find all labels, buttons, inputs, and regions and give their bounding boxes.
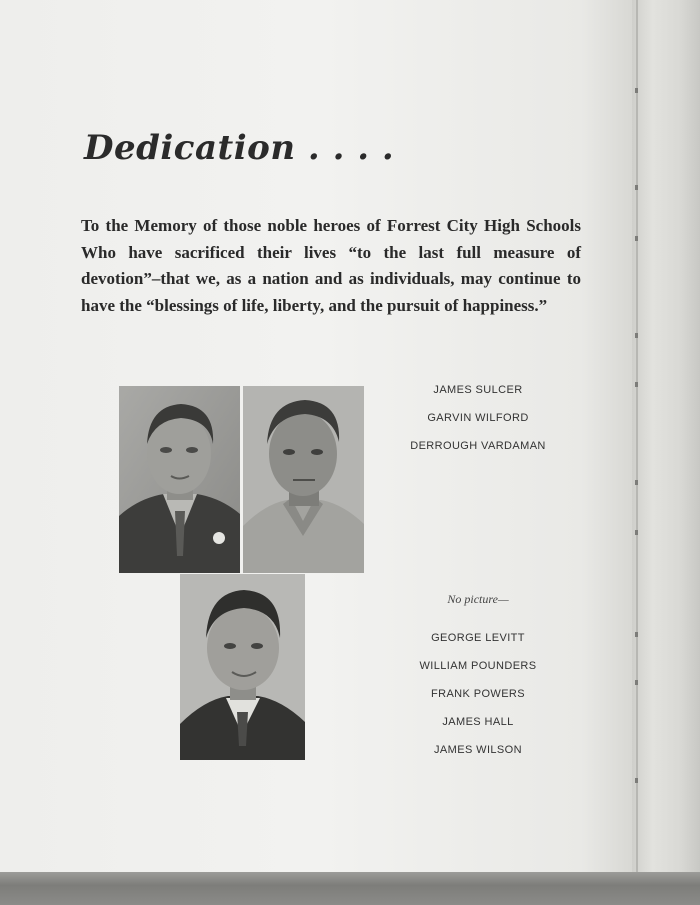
binding-stitch	[635, 88, 638, 93]
portrait-photo-suit	[180, 574, 305, 760]
binding-stitch	[635, 382, 638, 387]
unpictured-name: WILLIAM POUNDERS	[419, 660, 537, 672]
page-heading: Dedication . . . .	[84, 128, 395, 168]
binding-stitch	[635, 185, 638, 190]
portrait-photo-shirt	[243, 386, 364, 573]
binding-stitch	[635, 480, 638, 485]
binding-stitch	[635, 778, 638, 783]
pictured-name: JAMES SULCER	[433, 384, 523, 396]
binding-stitch	[635, 680, 638, 685]
binding-stitch	[635, 632, 638, 637]
unpictured-name: FRANK POWERS	[430, 688, 526, 700]
binding-line	[636, 0, 638, 872]
pictured-name: GARVIN WILFORD	[427, 412, 529, 424]
dedication-paragraph: To the Memory of those noble heroes of Forrest City High Schools Who have sacrificed their lives “to the last full measure of devotion”–that we, as a nation and as individuals, may continue to have the “blessings of life, liberty, and the pursuit of happiness.”	[81, 216, 581, 315]
book-gutter	[632, 0, 700, 880]
binding-stitch	[635, 236, 638, 241]
portrait-photo-uniform	[119, 386, 240, 573]
no-picture-label: No picture—	[447, 592, 509, 606]
binding-stitch	[635, 333, 638, 338]
unpictured-name: JAMES HALL	[442, 716, 514, 728]
unpictured-name: GEORGE LEVITT	[431, 632, 525, 644]
unpictured-name: JAMES WILSON	[434, 744, 522, 756]
binding-stitch	[635, 530, 638, 535]
pictured-name: DERROUGH VARDAMAN	[410, 440, 546, 452]
page-bottom-shadow	[0, 872, 700, 905]
